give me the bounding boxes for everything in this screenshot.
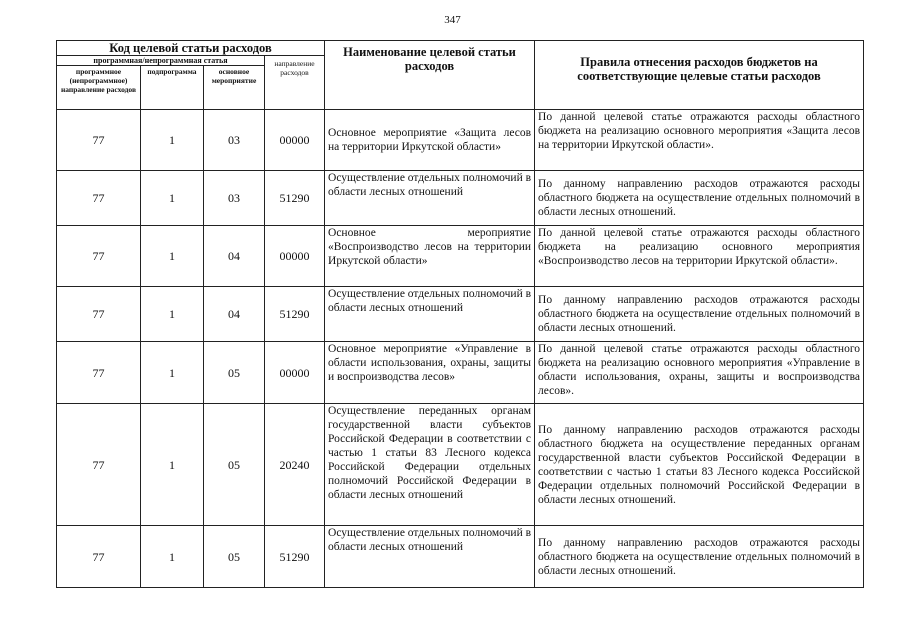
direction-cell: 51290 — [265, 526, 325, 588]
rule-cell: По данному направлению расходов отражаются расходы областного бюджета на осуществление отдельных полномочий в области лесных отношений. — [535, 287, 864, 342]
name-cell: Осуществление отдельных полномочий в области лесных отношений — [325, 526, 535, 588]
direction-cell: 00000 — [265, 342, 325, 404]
name-cell: Основное мероприятие «Воспроизводство лесов на территории Иркутской области» — [325, 226, 535, 287]
subprogram-cell: 1 — [141, 226, 204, 287]
subprogram-cell: 1 — [141, 526, 204, 588]
subprogram-cell: 1 — [141, 110, 204, 171]
program-cell: 77 — [57, 171, 141, 226]
subprogram-cell: 1 — [141, 287, 204, 342]
name-header: Наименование целевой статьи расходов — [325, 41, 535, 110]
measure-cell: 05 — [204, 342, 265, 404]
name-cell: Основное мероприятие «Защита лесов на территории Иркутской области» — [325, 110, 535, 171]
table-row — [57, 110, 864, 171]
name-cell: Осуществление отдельных полномочий в области лесных отношений — [325, 171, 535, 226]
program-header: программное (непрограммное) направление расходов — [57, 66, 141, 110]
rule-cell: По данной целевой статье отражаются расходы областного бюджета на реализацию основного мероприятия «Управление в области использования, охраны, защиты и воспроизводства лесов». — [535, 342, 864, 404]
direction-cell: 20240 — [265, 404, 325, 526]
program-cell: 77 — [57, 287, 141, 342]
code-header: Код целевой статьи расходов — [57, 41, 325, 56]
subprogram-cell: 1 — [141, 404, 204, 526]
table-row — [57, 226, 864, 287]
table-row — [57, 342, 864, 404]
measure-cell: 05 — [204, 526, 265, 588]
rule-cell: По данному направлению расходов отражаются расходы областного бюджета на осуществление отдельных полномочий в области лесных отношений. — [535, 526, 864, 588]
subprogram-header: подпрограмма — [141, 66, 204, 110]
table-row — [57, 404, 864, 526]
program-cell: 77 — [57, 110, 141, 171]
table-row — [57, 171, 864, 226]
rule-cell: По данному направлению расходов отражаются расходы областного бюджета на осуществление отдельных полномочий в области лесных отношений. — [535, 171, 864, 226]
program-cell: 77 — [57, 404, 141, 526]
rule-cell: По данной целевой статье отражаются расходы областного бюджета на реализацию основного мероприятия «Воспроизводство лесов на территории Иркутской области». — [535, 226, 864, 287]
measure-cell: 03 — [204, 171, 265, 226]
name-cell: Осуществление отдельных полномочий в области лесных отношений — [325, 287, 535, 342]
program-article-header: программная/непрограммная статья — [57, 56, 265, 66]
table-row — [57, 526, 864, 588]
rule-cell: По данному направлению расходов отражаются расходы областного бюджета на осуществление переданных органам государственной власти субъектов Российской Федерации в соответствии с частью 1 статьи 83 Лесного кодекса Российской Федерации отдельных полномочий Российской Федерации в области лесных отношений. — [535, 404, 864, 526]
program-cell: 77 — [57, 526, 141, 588]
subprogram-cell: 1 — [141, 342, 204, 404]
measure-cell: 04 — [204, 226, 265, 287]
rules-header: Правила отнесения расходов бюджетов на соответствующие целевые статьи расходов — [535, 41, 864, 110]
measure-header: основное мероприятие — [204, 66, 265, 110]
program-cell: 77 — [57, 342, 141, 404]
rule-cell: По данной целевой статье отражаются расходы областного бюджета на реализацию основного мероприятия «Защита лесов на территории Иркутской области». — [535, 110, 864, 171]
direction-cell: 51290 — [265, 171, 325, 226]
direction-header: направление расходов — [265, 56, 325, 110]
name-cell: Основное мероприятие «Управление в области использования, охраны, защиты и воспроизводства лесов» — [325, 342, 535, 404]
subprogram-cell: 1 — [141, 171, 204, 226]
name-cell: Осуществление переданных органам государственной власти субъектов Российской Федерации в соответствии с частью 1 статьи 83 Лесного кодекса Российской Федерации отдельных полномочий Российской Федерации в области лесных отношений — [325, 404, 535, 526]
measure-cell: 05 — [204, 404, 265, 526]
table-row — [57, 287, 864, 342]
direction-cell: 00000 — [265, 226, 325, 287]
measure-cell: 03 — [204, 110, 265, 171]
direction-cell: 00000 — [265, 110, 325, 171]
page-number: 347 — [444, 14, 461, 26]
target-articles-table — [56, 40, 864, 588]
direction-cell: 51290 — [265, 287, 325, 342]
program-cell: 77 — [57, 226, 141, 287]
measure-cell: 04 — [204, 287, 265, 342]
